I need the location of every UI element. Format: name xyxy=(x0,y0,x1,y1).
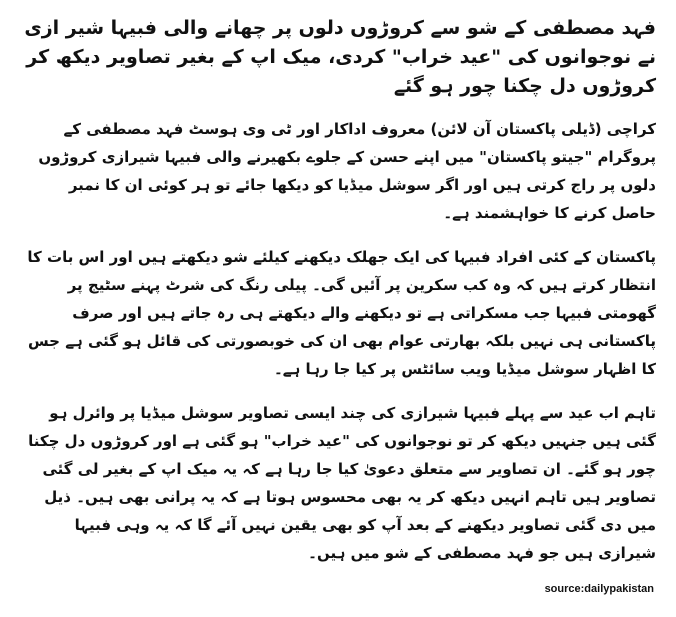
article-paragraph-3: تاہم اب عید سے پہلے فبیہا شیرازی کی چند ایسی تصاویر سوشل میڈیا پر وائرل ہو گئی ہیں جنہیں دیکھ کر تو نوجوانوں کی "عید خراب" ہو گئی ہے اور کروڑوں دل چکنا چور ہو گئے۔ ان تصاویر سے متعلق دعویٰ کیا جا رہا ہے کہ یہ میک اپ کے بغیر لی گئی تصاویر ہیں تاہم انہیں دیکھ کر یہ بھی محسوس ہوتا ہے کہ یہ پرانی بھی ہیں۔ ذیل میں دی گئی تصاویر دیکھنے کے بعد آپ کو بھی یقین نہیں آئے گا کہ یہ وہی فبیہا شیرازی ہیں جو فہد مصطفی کے شو میں ہیں۔ xyxy=(28,404,656,562)
article-headline: فہد مصطفی کے شو سے کروڑوں دلوں پر چھانے والی فبیہا شیر ازی نے نوجوانوں کی "عید خراب" کردی، میک اپ کے بغیر تصاویر دیکھ کر کروڑوں دل چکنا چور ہو گئے xyxy=(24,17,656,97)
article-paragraph-2: پاکستان کے کئی افراد فبیہا کی ایک جھلک دیکھنے کیلئے شو دیکھتے ہیں اور اس بات کا انتظار کرتے ہیں کہ وہ کب سکرین پر آئیں گی۔ پیلی رنگ کی شرٹ پہنے سٹیج پر گھومتی فبیہا جب مسکراتی ہے تو دیکھنے والے دیکھتے ہی رہ جاتے ہیں اور صرف پاکستانی ہی نہیں بلکہ بھارتی عوام بھی ان کی خوبصورتی کی قائل ہو گئی ہے جس کا اظہار سوشل میڈیا ویب سائٹس پر کیا جا رہا ہے۔ xyxy=(27,248,656,378)
source-credit: source:dailypakistan xyxy=(544,583,654,595)
article-paragraph-1: کراچی (ڈیلی پاکستان آن لائن) معروف اداکار اور ٹی وی ہوسٹ فہد مصطفی کے پروگرام "جیتو پاکستان" میں اپنے حسن کے جلوے بکھیرنے والی فبیہا شیرازی کروڑوں دلوں پر راج کرتی ہیں اور اگر سوشل میڈیا کو دیکھا جائے تو ہر کوئی ان کا نمبر حاصل کرنے کا خواہشمند ہے۔ xyxy=(38,120,656,222)
